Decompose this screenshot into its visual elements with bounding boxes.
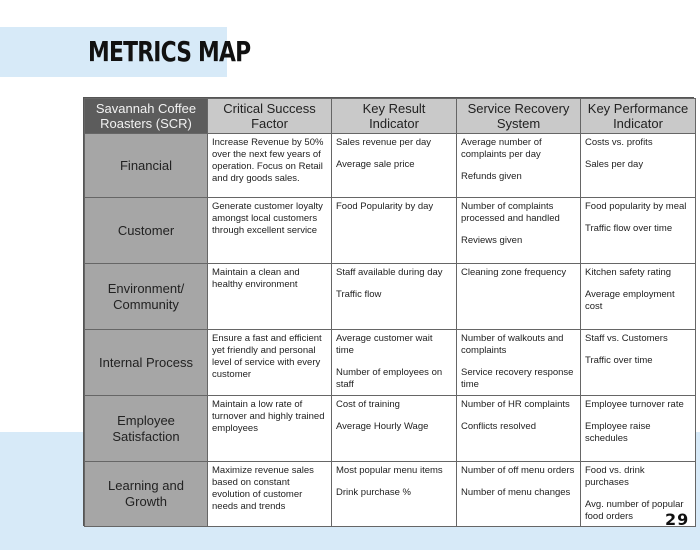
key-result-indicator-cell bbox=[332, 134, 457, 198]
metrics-table bbox=[84, 98, 696, 527]
cell-gap bbox=[336, 477, 452, 487]
table-row bbox=[85, 198, 696, 264]
cell-item: Staff available during day bbox=[336, 267, 443, 278]
header-row bbox=[85, 99, 696, 134]
cell-item: Most popular menu items bbox=[336, 465, 443, 476]
cell-item: Sales revenue per day bbox=[336, 137, 432, 148]
cell-item: Kitchen safety rating bbox=[585, 267, 672, 278]
key-result-indicator-cell bbox=[332, 396, 457, 462]
cell-gap bbox=[461, 279, 576, 289]
cell-item: Cost of training bbox=[336, 399, 400, 410]
cell-item: Reviews given bbox=[461, 235, 523, 246]
cell-gap bbox=[585, 149, 691, 159]
cell-item: Sales per day bbox=[585, 159, 644, 170]
table-row bbox=[85, 330, 696, 396]
header-key-result-indicator: Key Result Indicator bbox=[332, 99, 457, 134]
cell-item: Number of HR complaints bbox=[461, 399, 570, 410]
cell-item: Number of employees on staff bbox=[336, 367, 443, 390]
cell-item: Number of off menu orders bbox=[461, 465, 575, 476]
row-header: Environment/ Community bbox=[85, 264, 208, 330]
key-performance-indicator-cell bbox=[581, 264, 696, 330]
critical-success-factor-cell: Maintain a clean and healthy environment bbox=[208, 264, 332, 330]
cell-item: Food vs. drink purchases bbox=[585, 465, 645, 488]
cell-gap bbox=[461, 225, 576, 235]
cell-item: Traffic flow over time bbox=[585, 223, 673, 234]
page-number: 29 bbox=[665, 510, 690, 529]
cell-item: Number of menu changes bbox=[461, 487, 571, 498]
cell-gap bbox=[336, 149, 452, 159]
critical-success-factor-cell: Generate customer loyalty amongst local customers through excellent service bbox=[208, 198, 332, 264]
cell-item: Costs vs. profits bbox=[585, 137, 653, 148]
key-performance-indicator-cell bbox=[581, 396, 696, 462]
cell-gap bbox=[461, 477, 576, 487]
cell-item: Refunds given bbox=[461, 171, 522, 182]
table-row bbox=[85, 134, 696, 198]
cell-item: Average customer wait time bbox=[336, 333, 433, 356]
key-result-indicator-cell bbox=[332, 264, 457, 330]
critical-success-factor-cell: Ensure a fast and efficient yet friendly and personal level of service with every customer bbox=[208, 330, 332, 396]
cell-item: Food popularity by meal bbox=[585, 201, 687, 212]
row-header: Internal Process bbox=[85, 330, 208, 396]
cell-item: Service recovery response time bbox=[461, 367, 574, 390]
cell-gap bbox=[336, 411, 452, 421]
cell-item: Average sale price bbox=[336, 159, 415, 170]
critical-success-factor-cell: Increase Revenue by 50% over the next few years of operation. Focus on Retail and dry goods sales. bbox=[208, 134, 332, 198]
key-result-indicator-cell bbox=[332, 330, 457, 396]
header-service-recovery-system: Service Recovery System bbox=[457, 99, 581, 134]
table-row bbox=[85, 462, 696, 527]
cell-item: Traffic flow bbox=[336, 289, 382, 300]
critical-success-factor-cell: Maximize revenue sales based on constant evolution of customer needs and trends bbox=[208, 462, 332, 527]
cell-item: Traffic over time bbox=[585, 355, 653, 366]
cell-item: Average number of complaints per day bbox=[461, 137, 542, 160]
cell-gap bbox=[336, 213, 452, 223]
key-result-indicator-cell bbox=[332, 462, 457, 527]
cell-gap bbox=[461, 357, 576, 367]
cell-gap bbox=[461, 161, 576, 171]
cell-item: Drink purchase % bbox=[336, 487, 411, 498]
cell-item: Average Hourly Wage bbox=[336, 421, 429, 432]
key-performance-indicator-cell bbox=[581, 330, 696, 396]
row-header: Employee Satisfaction bbox=[85, 396, 208, 462]
cell-gap bbox=[336, 279, 452, 289]
table-row bbox=[85, 396, 696, 462]
slide-title: METRICS MAP bbox=[88, 35, 251, 68]
key-result-indicator-cell bbox=[332, 198, 457, 264]
cell-item: Cleaning zone frequency bbox=[461, 267, 567, 278]
cell-gap bbox=[585, 411, 691, 421]
cell-item: Number of complaints processed and handled bbox=[461, 201, 560, 224]
cell-gap bbox=[585, 489, 691, 499]
cell-item: Number of walkouts and complaints bbox=[461, 333, 564, 356]
cell-item: Food Popularity by day bbox=[336, 201, 434, 212]
cell-gap bbox=[585, 213, 691, 223]
service-recovery-system-cell bbox=[457, 198, 581, 264]
cell-gap bbox=[461, 411, 576, 421]
service-recovery-system-cell bbox=[457, 264, 581, 330]
header-company: Savannah Coffee Roasters (SCR) bbox=[85, 99, 208, 134]
key-performance-indicator-cell bbox=[581, 198, 696, 264]
service-recovery-system-cell bbox=[457, 462, 581, 527]
metrics-table-container bbox=[83, 97, 694, 526]
cell-item: Employee raise schedules bbox=[585, 421, 651, 444]
cell-item: Avg. number of popular food orders bbox=[585, 499, 684, 522]
header-key-performance-indicator: Key Performance Indicator bbox=[581, 99, 696, 134]
key-performance-indicator-cell bbox=[581, 134, 696, 198]
header-critical-success-factor: Critical Success Factor bbox=[208, 99, 332, 134]
cell-item: Employee turnover rate bbox=[585, 399, 684, 410]
row-header: Learning and Growth bbox=[85, 462, 208, 527]
critical-success-factor-cell: Maintain a low rate of turnover and highly trained employees bbox=[208, 396, 332, 462]
cell-gap bbox=[336, 357, 452, 367]
service-recovery-system-cell bbox=[457, 330, 581, 396]
table-row bbox=[85, 264, 696, 330]
row-header: Customer bbox=[85, 198, 208, 264]
service-recovery-system-cell bbox=[457, 396, 581, 462]
cell-item: Average employment cost bbox=[585, 289, 675, 312]
row-header: Financial bbox=[85, 134, 208, 198]
cell-item: Staff vs. Customers bbox=[585, 333, 668, 344]
cell-gap bbox=[585, 345, 691, 355]
cell-gap bbox=[585, 279, 691, 289]
service-recovery-system-cell bbox=[457, 134, 581, 198]
cell-item: Conflicts resolved bbox=[461, 421, 536, 432]
